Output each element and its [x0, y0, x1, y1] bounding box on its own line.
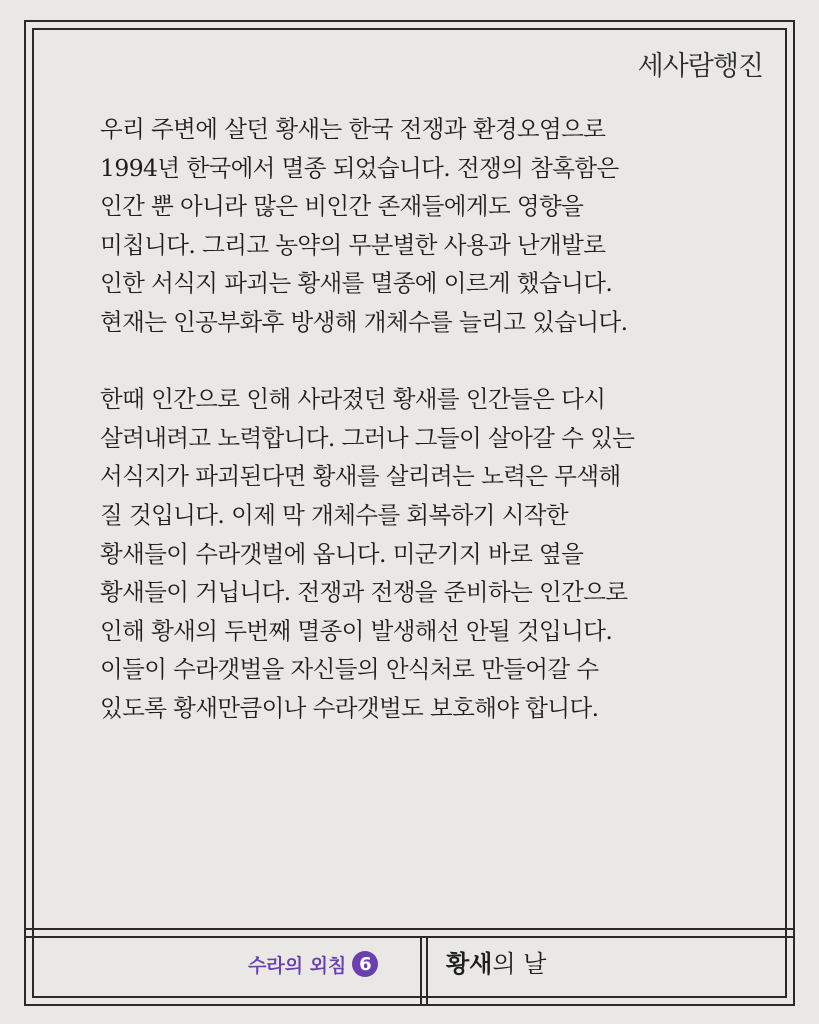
paragraph-1: [100, 110, 740, 342]
text-line: 인해 황새의 두번째 멸종이 발생해선 안될 것입니다.: [100, 616, 613, 645]
text-line: 이들이 수라갯벌을 자신들의 안식처로 만들어갈 수: [100, 655, 599, 684]
page-title-bold: 황새: [446, 950, 493, 978]
text-line: 있도록 황새만큼이나 수라갯벌도 보호해야 합니다.: [100, 693, 599, 722]
text-line: 미칩니다. 그리고 농약의 무분별한 사용과 난개발로: [100, 230, 606, 259]
text-line: 서식지가 파괴된다면 황새를 살리려는 노력은 무색해: [100, 462, 621, 491]
series-label-text: 수라의 외침: [248, 954, 347, 977]
text-line: 황새들이 수라갯벌에 옵니다. 미군기지 바로 옆을: [100, 539, 584, 568]
footer-rule-bottom: [24, 936, 795, 938]
text-line: 한때 인간으로 인해 사라졌던 황새를 인간들은 다시: [100, 385, 606, 414]
text-line: 인간 뿐 아니라 많은 비인간 존재들에게도 영향을: [100, 192, 584, 221]
body-text: [100, 110, 740, 728]
paragraph-2: [100, 380, 740, 727]
series-number-badge: 6: [352, 951, 378, 977]
text-line: 1994년 한국에서 멸종 되었습니다. 전쟁의 참혹함은: [100, 153, 619, 182]
brand-logo: 세사람행진: [637, 51, 763, 82]
page-title-rest: 의 날: [492, 950, 547, 978]
series-label: [248, 948, 378, 980]
footer-divider: [420, 936, 428, 1006]
text-line: 질 것입니다. 이제 막 개체수를 회복하기 시작한: [100, 500, 569, 529]
footer-rule-top: [24, 928, 795, 930]
page-title: [446, 944, 546, 979]
text-line: 살려내려고 노력합니다. 그러나 그들이 살아갈 수 있는: [100, 423, 635, 452]
text-line: 우리 주변에 살던 황새는 한국 전쟁과 환경오염으로: [100, 115, 606, 143]
text-line: 인한 서식지 파괴는 황새를 멸종에 이르게 했습니다.: [100, 269, 613, 298]
text-line: 현재는 인공부화후 방생해 개체수를 늘리고 있습니다.: [100, 307, 628, 336]
text-line: 황새들이 거닙니다. 전쟁과 전쟁을 준비하는 인간으로: [100, 578, 628, 607]
